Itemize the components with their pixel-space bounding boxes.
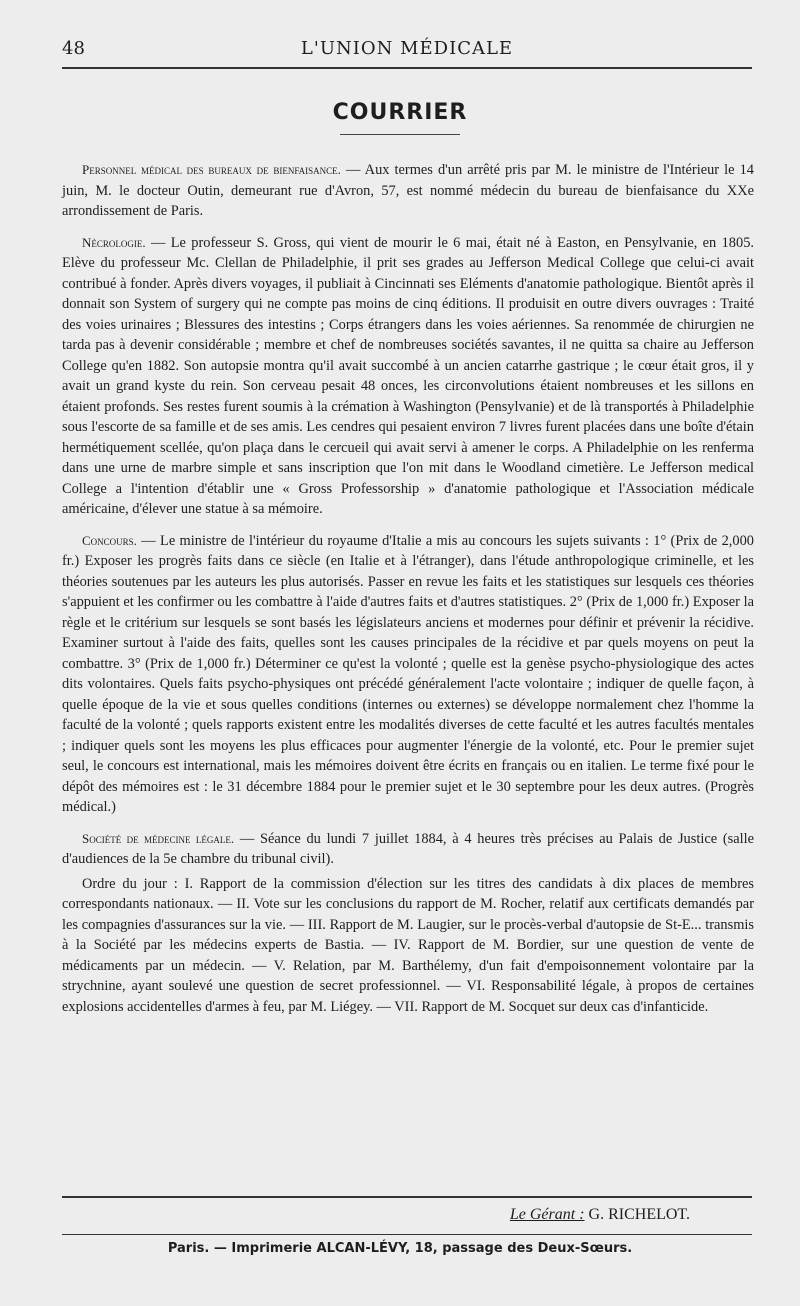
paragraph-necrologie <box>62 233 754 520</box>
signature-role: Le Gérant : <box>509 1206 585 1223</box>
paragraph-lead: Concours. <box>82 532 137 548</box>
article-body <box>62 160 754 1028</box>
paragraph-text: — Aux termes d'un arrêté pris par M. le ministre de l'Intérieur le 14 juin, M. le docteur Outin, demeurant rue d'Avron, 57, est nommé médecin du bureau de bienfaisance du XXe arrondissement de Paris. <box>62 162 754 219</box>
section-title: COURRIER <box>332 100 468 125</box>
signature-rule-bottom <box>62 1234 752 1235</box>
page-number: 48 <box>62 38 85 59</box>
signature-name: G. RICHELOT. <box>588 1206 690 1223</box>
signature <box>510 1206 690 1224</box>
paragraph-text: Ordre du jour : I. Rapport de la commission d'élection sur les titres des candidats à dix places de membres correspondants nationaux. — II. Vote sur les conclusions du rapport de M. Rocher, relatif aux certificats demandés par les compagnies d'assurances sur la vie. — III. Rapport de M. Laugier, sur le procès-verbal d'autopsie de St-E... transmis à la Société par les médecins experts de Bastia. — IV. Rapport de M. Bordier, sur une question de vente de médicaments par un médecin. — V. Relation, par M. Barthélemy, d'un fait d'empoisonnement volontaire par la strychnine, ayant soulevé une question de secret professionnel. — VI. Responsabilité légale, à propos de certaines explosions accidentelles d'armes à feu, par M. Liégey. — VII. Rapport de M. Socquet sur deux cas d'infanticide. <box>62 875 754 1015</box>
running-title: L'UNION MÉDICALE <box>300 38 514 59</box>
paragraph-text: — Séance du lundi 7 juillet 1884, à 4 heures très précises au Palais de Justice (salle d'audiences de la 5e chambre du tribunal civil). <box>62 830 755 867</box>
paragraph-text: — Le professeur S. Gross, qui vient de mourir le 6 mai, était né à Easton, en Pensylvanie, en 1805. Elève du professeur Mc. Clellan de Philadelphie, il prit ses grades au Jefferson Medical College que celui-ci avait contribué à fonder. Après divers voyages, il publiait à Cincinnati ses Eléments d'anatomie pathologique. Bientôt après il donnait son System of surgery qui ne compte pas moins de cinq éditions. Il produisit en outre divers ouvrages : Traité des voies urinaires ; Blessures des intestins ; Corps étrangers dans les voies aériennes. Sa renommée de chirurgien ne tarda pas à devenir considérable ; membre et chef de nombreuses sociétés savantes, il ne quitta sa chaire au Jefferson College qu'en 1882. Son autopsie montra qu'il avait succombé à un ancien catarrhe gastrique ; le cœur était gros, il y avait un grand kyste du rein. Son cerveau pesait 48 onces, les circonvolutions étaient nombreuses et les sillons en étaient profonds. Ses restes furent soumis à la crémation à Washington (Pensylvanie) et de là transportés à Philadelphie sous l'escorte de sa famille et de ses amis. Les cendres qui pesaient environ 7 livres furent placées dans une boîte d'étain hermétiquement scellée, qu'on plaça dans le cercueil qui avait servi à amener le corps. A Philadelphie on les renferma dans une urne de marbre simple et sans inscription que l'on mit dans le Woodland cimetière. Le Jefferson medical College a l'intention d'établir une « Gross Professorship » d'anatomie pathologique et l'Association médicale américaine, d'élever une statue à sa mémoire. <box>62 234 754 517</box>
signature-rule-top <box>62 1196 752 1198</box>
paragraph-lead: Personnel médical des bureaux de bienfaisance. <box>82 162 341 177</box>
paragraph-text: — Le ministre de l'intérieur du royaume d'Italie a mis au concours les sujets suivants : 1° (Prix de 2,000 fr.) Exposer les progrès faits dans ce siècle (en Italie et à l'étranger), dans l'étude anthropologique criminelle, et les théories soutenues par les auteurs les plus autorisés. Passer en revue les faits et les statistiques sur lesquels ces théories s'appuient et les confirmer ou les combattre à l'aide d'autres faits et d'autres statistiques. 2° (Prix de 1,000 fr.) Exposer la règle et le critérium sur lesquels se sont basés les législateurs anciens et modernes pour définir et prévenir la récidive. Examiner surtout à l'aide des faits, quelles sont les causes principales de la récidive et par quels moyens on peut la combattre. 3° (Prix de 1,000 fr.) Déterminer ce qu'est la volonté ; quelle est la genèse psycho-physiologique des actes dits volontaires. Quels faits psycho-physiques ont précédé généralement l'acte volontaire ; indiquer de quelle façon, à quelle époque de la vie et sous quelles conditions (internes ou externes) se développe normalement chez l'homme la faculté de la volonté ; quels rapports existent entre les modalités diverses de cette faculté et les autres facultés mentales ; indiquer quels sont les moyens les plus efficaces pour augmenter l'énergie de la volonté, etc. Pour le premier sujet seul, le concours est international, mais les mémoires doivent être écrits en français ou en italien. Le terme fixé pour le dépôt des mémoires est : le 31 décembre 1884 pour le premier sujet et le 30 septembre pour les deux autres. (Progrès médical.) <box>62 532 754 815</box>
paragraph-personnel <box>62 160 754 222</box>
page-header <box>62 34 752 62</box>
paragraph-ordre-du-jour <box>62 874 754 1018</box>
header-rule <box>62 67 752 69</box>
imprint-line: Paris. — Imprimerie ALCAN-LÉVY, 18, passage des Deux-Sœurs. <box>167 1241 633 1256</box>
paragraph-concours <box>62 531 754 818</box>
paragraph-lead: Société de médecine légale. <box>82 830 235 846</box>
title-rule <box>340 134 460 135</box>
paragraph-societe <box>62 829 754 870</box>
paragraph-lead: Nécrologie. <box>82 234 146 250</box>
